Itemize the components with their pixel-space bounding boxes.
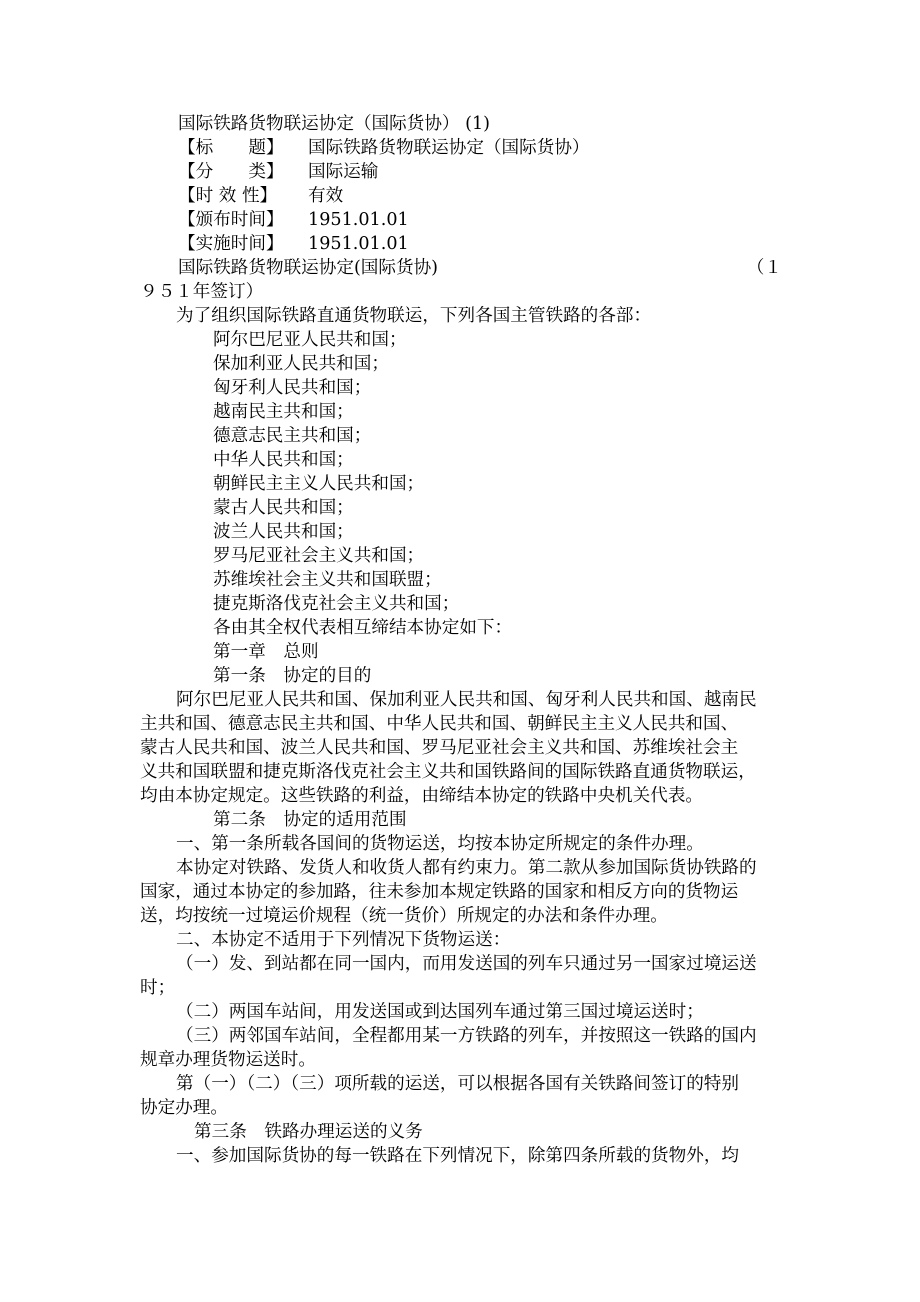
country-item: 捷克斯洛伐克社会主义共和国；	[213, 594, 460, 614]
article-1-line: 阿尔巴尼亚人民共和国、保加利亚人民共和国、匈牙利人民共和国、越南民	[176, 690, 757, 710]
article-1-line: 主共和国、德意志民主共和国、中华人民共和国、朝鲜民主主义人民共和国、	[140, 714, 739, 734]
article-2-line: 送，均按统一过境运价规程（统一货价）所规定的办法和条件办理。	[140, 906, 668, 926]
meta-label: 【实施时间】	[178, 234, 284, 254]
meta-label: 【颁布时间】	[178, 210, 284, 230]
agreement-year-start: （１	[746, 258, 782, 278]
article-1-line: 义共和国联盟和捷克斯洛伐克社会主义共和国铁路间的国际铁路直通货物联运，	[140, 762, 756, 782]
country-item: 匈牙利人民共和国；	[213, 378, 372, 398]
chapter-heading: 第一章 总则	[213, 642, 319, 662]
meta-value: 国际铁路货物联运协定（国际货协）	[308, 138, 590, 158]
document-heading: 国际铁路货物联运协定（国际货协） (1)	[178, 114, 491, 134]
article-2-item: （二）两国车站间，用发送国或到达国列车通过第三国过境运送时；	[176, 1002, 704, 1022]
country-item: 保加利亚人民共和国；	[213, 354, 389, 374]
country-item: 苏维埃社会主义共和国联盟；	[213, 570, 442, 590]
article-2-para: 第（一）（二）（三）项所载的运送，可以根据各国有关铁路间签订的特别	[176, 1074, 739, 1094]
meta-value: 有效	[308, 186, 344, 206]
preamble: 为了组织国际铁路直通货物联运，下列各国主管铁路的各部：	[176, 306, 652, 326]
article-3-para: 一、参加国际货协的每一铁路在下列情况下，除第四条所载的货物外，均	[176, 1146, 740, 1166]
country-item: 朝鲜民主主义人民共和国；	[213, 474, 425, 494]
country-item: 中华人民共和国；	[213, 450, 354, 470]
article-2-item: 时；	[140, 978, 176, 998]
agreement-title: 国际铁路货物联运协定(国际货协)	[178, 258, 439, 278]
country-item: 蒙古人民共和国；	[213, 498, 354, 518]
meta-category	[178, 161, 378, 183]
agreement-statement: 各由其全权代表相互缔结本协定如下：	[213, 618, 513, 638]
article-1-line: 均由本协定规定。这些铁路的利益，由缔结本协定的铁路中央机关代表。	[140, 786, 704, 806]
article-3-heading: 第三条 铁路办理运送的义务	[194, 1122, 423, 1142]
article-2-para: 协定办理。	[140, 1098, 228, 1118]
meta-validity	[178, 185, 343, 207]
meta-label: 【时 效 性】	[178, 186, 278, 206]
agreement-year-cont: ９５１年签订）	[140, 282, 264, 302]
article-2-para: 一、第一条所载各国间的货物运送，均按本协定所规定的条件办理。	[176, 834, 704, 854]
meta-value: 国际运输	[308, 162, 379, 182]
meta-value: 1951.01.01	[308, 234, 409, 254]
article-2-heading: 第二条 协定的适用范围	[213, 810, 407, 830]
country-item: 德意志民主共和国；	[213, 426, 372, 446]
article-1-line: 蒙古人民共和国、波兰人民共和国、罗马尼亚社会主义共和国、苏维埃社会主	[140, 738, 739, 758]
meta-label: 【标 题】	[178, 138, 284, 158]
meta-label: 【分 类】	[178, 162, 284, 182]
country-item: 波兰人民共和国；	[213, 522, 354, 542]
article-2-item: （三）两邻国车站间，全程都用某一方铁路的列车，并按照这一铁路的国内	[176, 1026, 757, 1046]
article-2-para: 二、本协定不适用于下列情况下货物运送：	[176, 930, 511, 950]
meta-title	[178, 137, 590, 159]
country-item: 罗马尼亚社会主义共和国；	[213, 546, 425, 566]
country-item: 越南民主共和国；	[213, 402, 354, 422]
article-2-line: 本协定对铁路、发货人和收货人都有约束力。第二款从参加国际货协铁路的	[176, 858, 757, 878]
meta-value: 1951.01.01	[308, 210, 409, 230]
meta-effective-date	[178, 233, 409, 255]
article-2-line: 国家，通过本协定的参加路，往未参加本规定铁路的国家和相反方向的货物运	[140, 882, 739, 902]
article-2-item: （一）发、到站都在同一国内，而用发送国的列车只通过另一国家过境运送	[176, 954, 757, 974]
article-1-heading: 第一条 协定的目的	[213, 666, 372, 686]
article-2-item: 规章办理货物运送时。	[140, 1050, 316, 1070]
meta-issue-date	[178, 209, 409, 231]
country-item: 阿尔巴尼亚人民共和国；	[213, 330, 407, 350]
